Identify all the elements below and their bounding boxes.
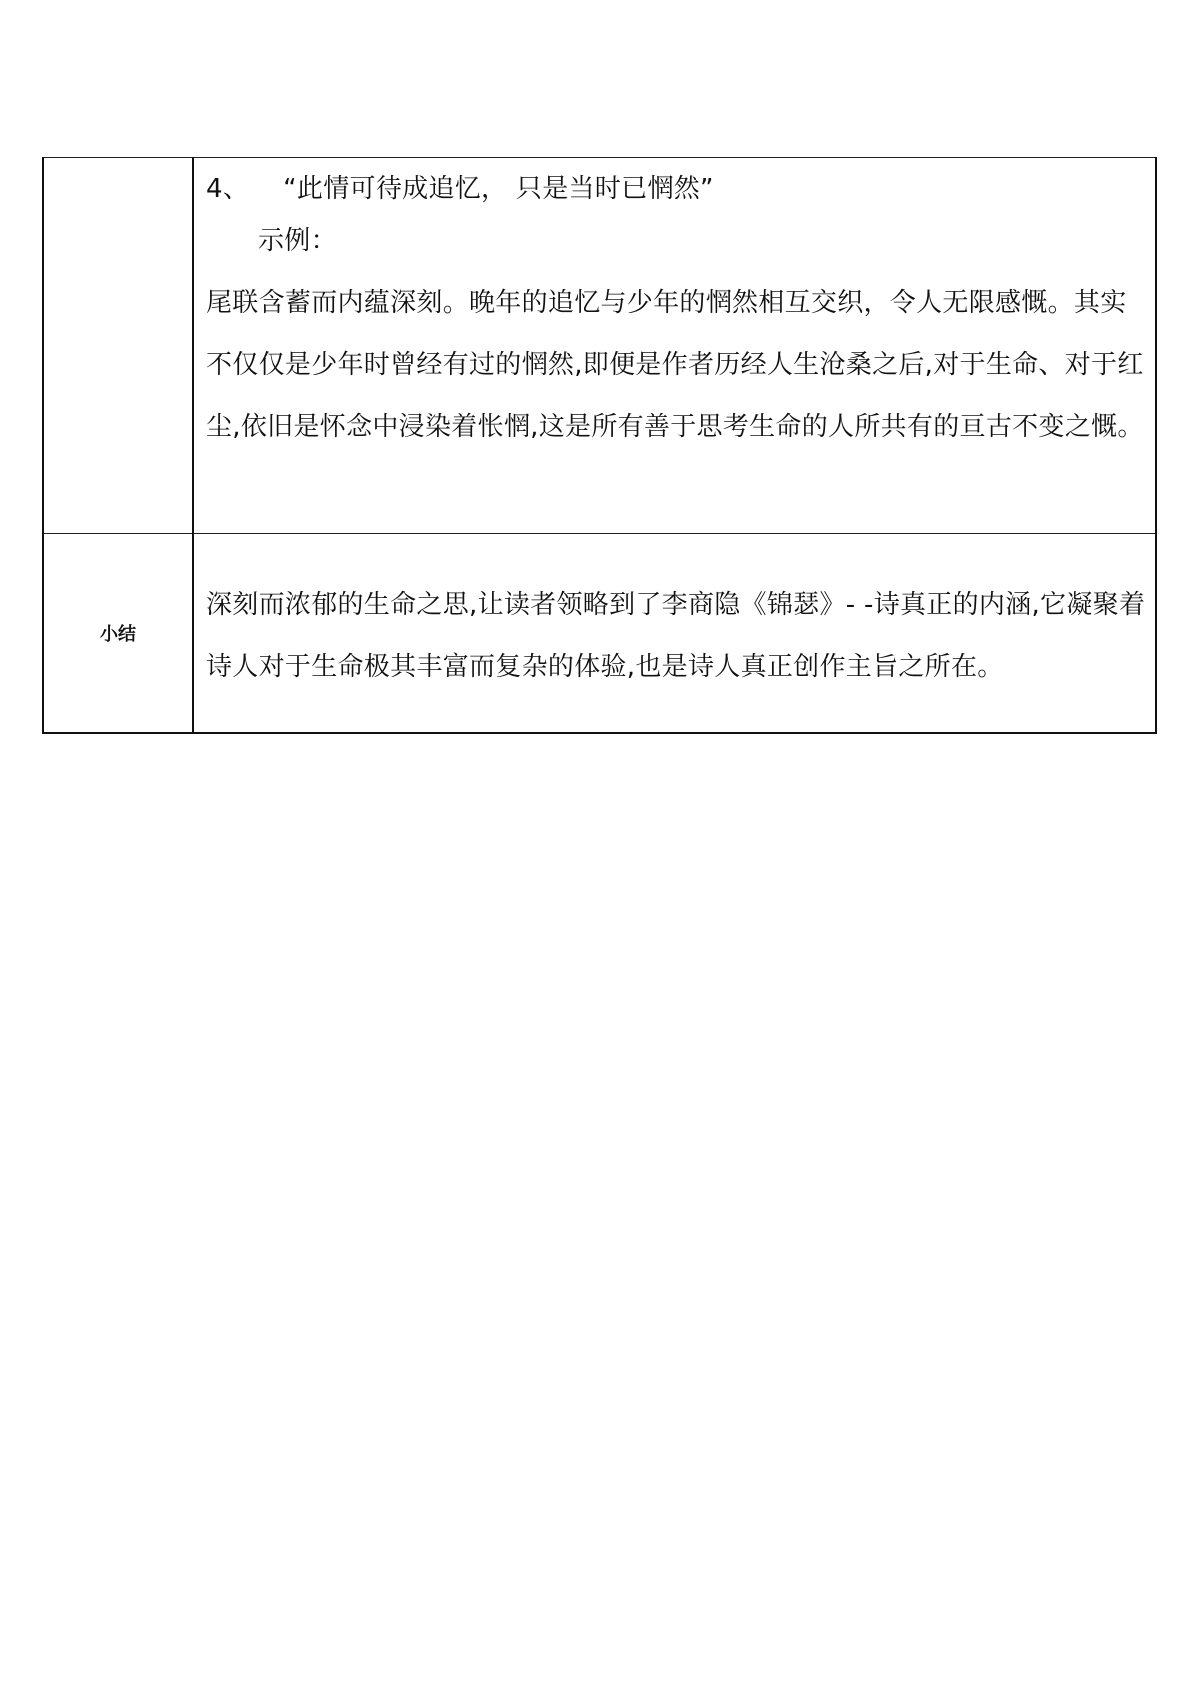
summary-label: 小结 (100, 624, 136, 645)
example-paragraph: 尾联含蓄而内蕴深刻。晚年的追忆与少年的惘然相互交织，令人无限感慨。其实不仅仅是少年时曾经有过的惘然,即便是作者历经人生沧桑之后,对于生命、对于红尘,依旧是怀念中浸染着怅惘,这是所有善于思考生命的人所共有的亘古不变之慨。 (206, 288, 1144, 442)
question-heading (206, 174, 1147, 204)
analysis-content (194, 158, 1155, 458)
lesson-table (42, 157, 1157, 734)
table-row (43, 534, 1156, 734)
row-content-cell (193, 158, 1156, 534)
row-label-cell (43, 158, 193, 534)
row-content-cell (193, 534, 1156, 734)
example-label: 示例： (258, 226, 337, 256)
row-label-cell (43, 534, 193, 734)
question-quote: “此情可待成追忆， 只是当时已惘然” (283, 174, 714, 204)
question-number: 4、 (206, 174, 250, 204)
summary-paragraph: 深刻而浓郁的生命之思,让读者领略到了李商隐《锦瑟》- -诗真正的内涵,它凝聚着诗人对于生命极其丰富而复杂的体验,也是诗人真正创作主旨之所在。 (206, 590, 1146, 682)
table-row (43, 158, 1156, 534)
